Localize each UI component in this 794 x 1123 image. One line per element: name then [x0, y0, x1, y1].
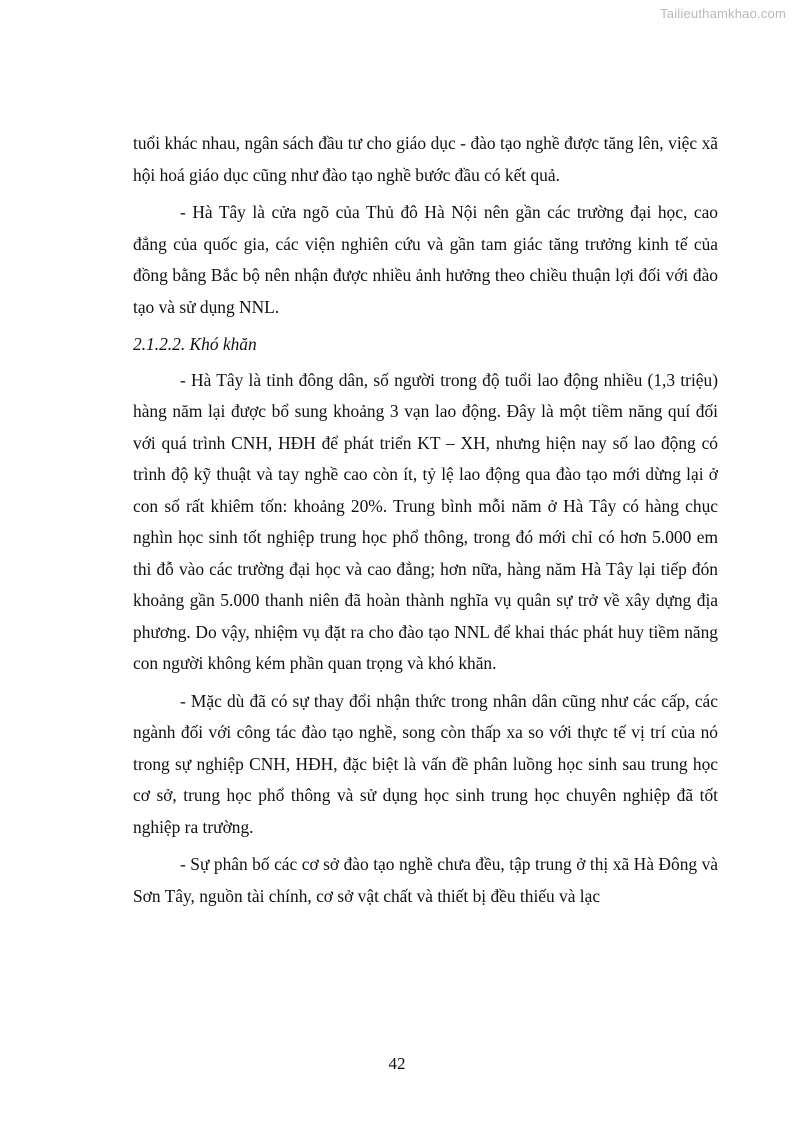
page-number: 42 [388, 1054, 406, 1073]
watermark: Tailieuthamkhao.com [660, 6, 786, 21]
paragraph-difficulty-distribution: - Sự phân bố các cơ sở đào tạo nghề chưa đều, tập trung ở thị xã Hà Đông và Sơn Tây, nguồn tài chính, cơ sở vật chất và thiết bị đều thiếu và lạc [133, 854, 718, 906]
paragraph-advantage-location: - Hà Tây là cửa ngõ của Thủ đô Hà Nội nên gần các trường đại học, cao đẳng của quốc gia, các viện nghiên cứu và gần tam giác tăng trưởng kinh tế của đồng bằng Bắc bộ nên nhận được nhiều ảnh hưởng theo chiều thuận lợi đối với đào tạo và sử dụng NNL. [133, 202, 718, 317]
paragraph-difficulty-awareness: - Mặc dù đã có sự thay đổi nhận thức trong nhân dân cũng như các cấp, các ngành đối với công tác đào tạo nghề, song còn thấp xa so với thực tế vị trí của nó trong sự nghiệp CNH, HĐH, đặc biệt là vấn đề phân luồng học sinh sau trung học cơ sở, trung học phổ thông và sử dụng học sinh trung học chuyên nghiệp đã tốt nghiệp ra trường. [133, 690, 718, 837]
paragraph-continuation: tuổi khác nhau, ngân sách đầu tư cho giáo dục - đào tạo nghề được tăng lên, việc xã hội hoá giáo dục cũng như đào tạo nghề bước đầu có kết quả. [133, 133, 718, 185]
paragraph-difficulty-population: - Hà Tây là tỉnh đông dân, số người trong độ tuổi lao động nhiều (1,3 triệu) hàng năm lại được bổ sung khoảng 3 vạn lao động. Đây là một tiềm năng quí đối với quá trình CNH, HĐH để phát triển KT – XH, nhưng hiện nay số lao động có trình độ kỹ thuật và tay nghề cao còn ít, tỷ lệ lao động qua đào tạo mới dừng lại ở con số rất khiêm tốn: khoảng 20%. Trung bình mỗi năm ở Hà Tây có hàng chục nghìn học sinh tốt nghiệp trung học phổ thông, trong đó mới chỉ có hơn 5.000 em thi đỗ vào các trường đại học và cao đẳng; hơn nữa, hàng năm Hà Tây lại tiếp đón khoảng gần 5.000 thanh niên đã hoàn thành nghĩa vụ quân sự trở về xây dựng địa phương. Do vậy, nhiệm vụ đặt ra cho đào tạo NNL để khai thác phát huy tiềm năng con người không kém phần quan trọng và khó khăn. [133, 369, 718, 673]
document-body [133, 128, 718, 918]
section-heading-difficulties: 2.1.2.2. Khó khăn [133, 334, 257, 354]
